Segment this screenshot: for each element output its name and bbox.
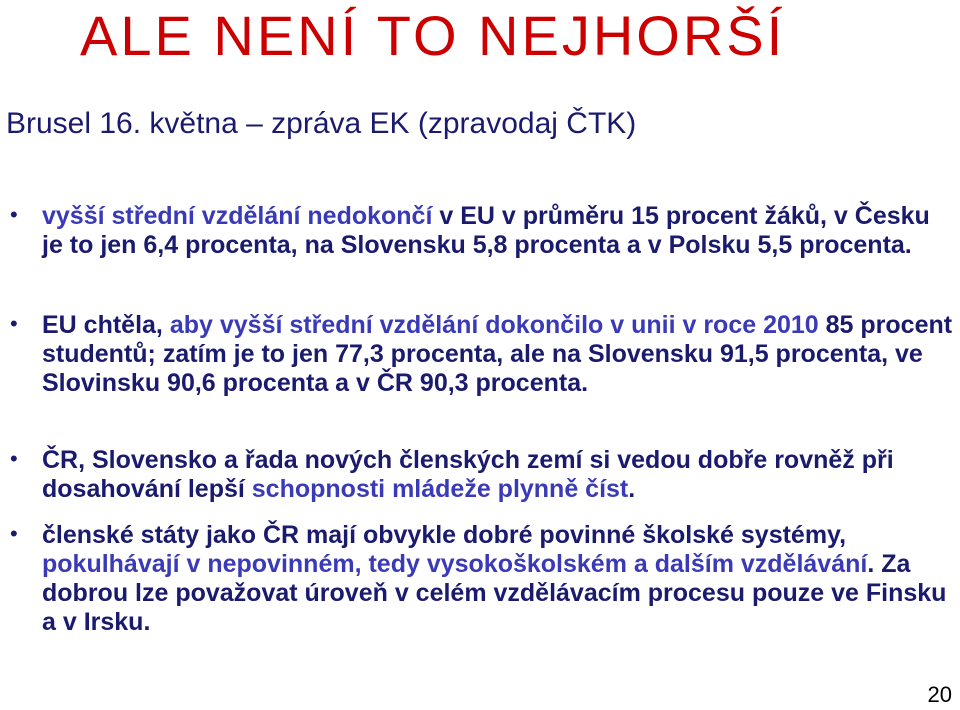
- bullet-plain: členské státy jako ČR mají obvykle dobré povinné školské systémy,: [42, 521, 847, 549]
- bullet-text: [42, 202, 954, 260]
- bullet-plain: .: [628, 475, 636, 503]
- slide-subtitle: Brusel 16. května – zpráva EK (zpravodaj ČTK): [6, 107, 637, 140]
- bullet-marker: •: [10, 446, 18, 471]
- bullet-plain: EU chtěla,: [42, 311, 170, 339]
- bullet-text: [42, 446, 954, 504]
- bullet-plain: v EU v průměru 15 procent žáků, v Česku je to jen 6,4 procenta, na Slovensku 5,8 procenta a v Polsku 5,5 procenta.: [42, 202, 930, 259]
- bullet-plain: ČR, Slovensko a řada nových členských zemí si vedou dobře rovněž při dosahování lepší: [42, 446, 894, 503]
- bullet-marker: •: [10, 311, 18, 336]
- bullet-text: [42, 521, 954, 637]
- page-number: 20: [927, 682, 952, 707]
- bullet-highlight: schopnosti mládeže plynně číst: [251, 475, 629, 503]
- bullet-plain: . Za dobrou lze považovat úroveň v celém vzdělávacím procesu pouze ve Finsku a v Irsku.: [42, 550, 947, 636]
- bullet-plain: 85 procent studentů; zatím je to jen 77,3 procenta, ale na Slovensku 91,5 procenta, ve Slovinsku 90,6 procenta a v ČR 90,3 procenta.: [42, 311, 953, 397]
- slide-title: ALE NENÍ TO NEJHORŠÍ: [80, 4, 786, 67]
- bullet-marker: •: [10, 202, 18, 227]
- bullet-highlight: aby vyšší střední vzdělání dokončilo v unii v roce 2010: [169, 311, 819, 339]
- bullet-highlight: pokulhávají v nepovinném, tedy vysokoškolském a dalším vzdělávání: [42, 550, 868, 578]
- bullet-marker: •: [10, 521, 18, 546]
- bullet-highlight: vyšší střední vzdělání nedokončí: [42, 202, 433, 230]
- bullet-text: [42, 311, 954, 398]
